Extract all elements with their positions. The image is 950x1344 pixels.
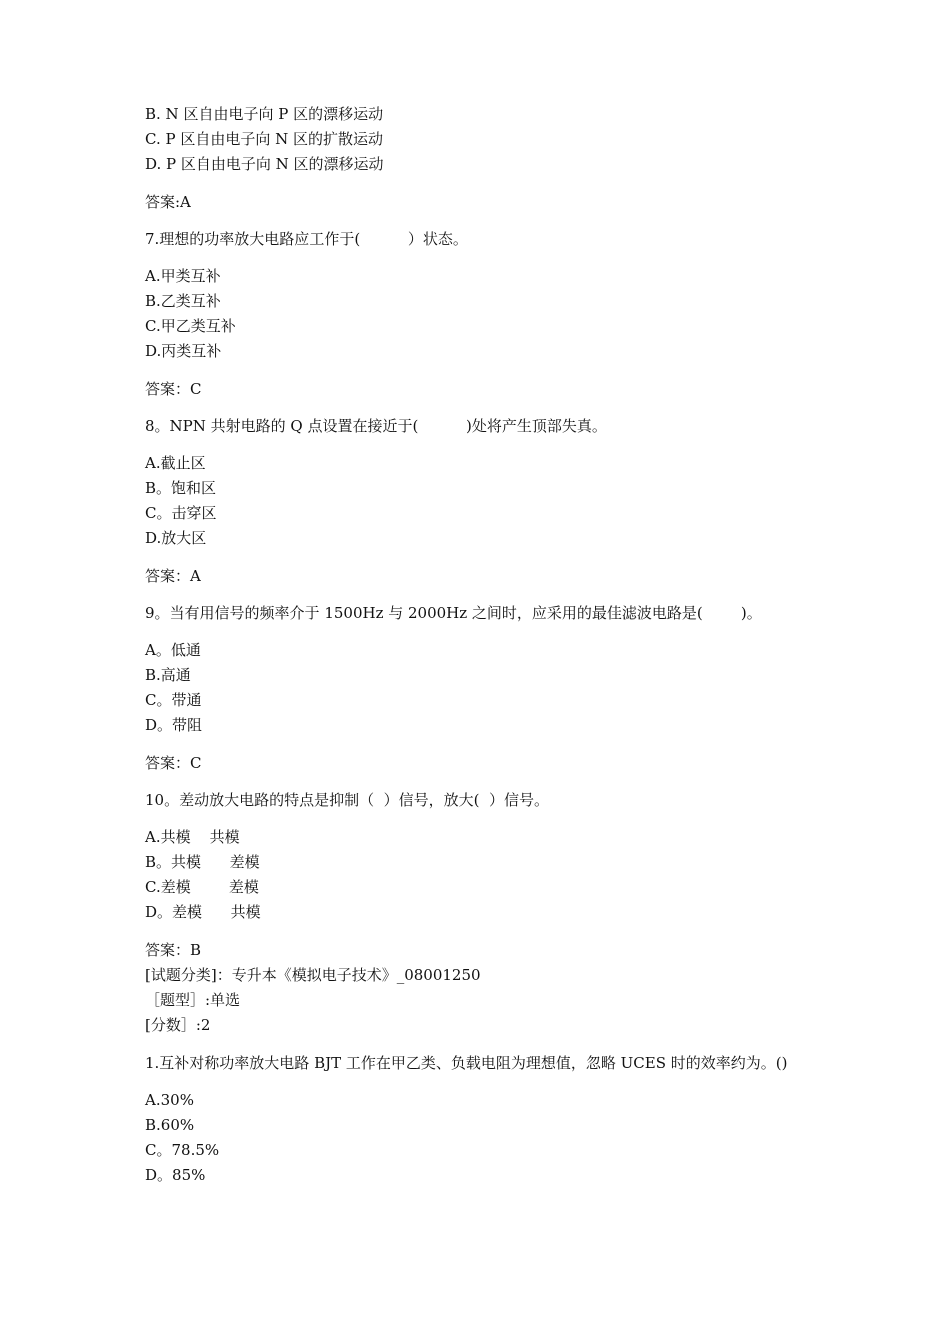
option-d: D.放大区 <box>145 529 207 547</box>
option-b: B。共模 差模 <box>145 853 260 871</box>
answer: 答案:A <box>145 193 191 211</box>
option-c: C。带通 <box>145 691 202 709</box>
option-d: D。差模 共模 <box>145 903 261 921</box>
option-a: A.30% <box>145 1091 194 1109</box>
option-a: A.甲类互补 <box>145 267 221 285</box>
question-10-stem: 10。差动放大电路的特点是抑制（ ）信号，放大( ）信号。 <box>145 791 550 809</box>
option-c: C. P 区自由电子向 N 区的扩散运动 <box>145 130 384 148</box>
option-c: C.甲乙类互补 <box>145 317 236 335</box>
question-7-stem: 7.理想的功率放大电路应工作于( ）状态。 <box>145 230 468 248</box>
answer: 答案：C <box>145 754 202 772</box>
option-b: B.高通 <box>145 666 191 684</box>
option-b: B.乙类互补 <box>145 292 221 310</box>
question-8-stem: 8。NPN 共射电路的 Q 点设置在接近于( )处将产生顶部失真。 <box>145 417 607 435</box>
option-b: B. N 区自由电子向 P 区的漂移运动 <box>145 105 384 123</box>
option-a: A。低通 <box>145 641 201 659</box>
answer: 答案：C <box>145 380 202 398</box>
option-b: B.60% <box>145 1116 195 1134</box>
option-c: C。击穿区 <box>145 504 217 522</box>
option-a: A.截止区 <box>145 454 206 472</box>
option-c: C.差模 差模 <box>145 878 259 896</box>
question-1-stem: 1.互补对称功率放大电路 BJT 工作在甲乙类、负载电阻为理想值，忽略 UCES 时的效率约为。() <box>145 1054 788 1072</box>
option-c: C。78.5% <box>145 1141 220 1159</box>
option-b: B。饱和区 <box>145 479 217 497</box>
option-d: D. P 区自由电子向 N 区的漂移运动 <box>145 155 384 173</box>
option-d: D.丙类互补 <box>145 342 222 360</box>
option-d: D。带阻 <box>145 716 203 734</box>
answer: 答案：A <box>145 567 201 585</box>
question-score: [分数］:2 <box>145 1016 211 1034</box>
option-a: A.共模 共模 <box>145 828 240 846</box>
question-9-stem: 9。当有用信号的频率介于 1500Hz 与 2000Hz 之间时，应采用的最佳滤波电路是( )。 <box>145 604 762 622</box>
question-category: [试题分类]：专升本《模拟电子技术》_08001250 <box>145 966 481 984</box>
option-d: D。85% <box>145 1166 206 1184</box>
question-type: ［题型］:单选 <box>145 991 241 1009</box>
answer: 答案：B <box>145 941 202 959</box>
